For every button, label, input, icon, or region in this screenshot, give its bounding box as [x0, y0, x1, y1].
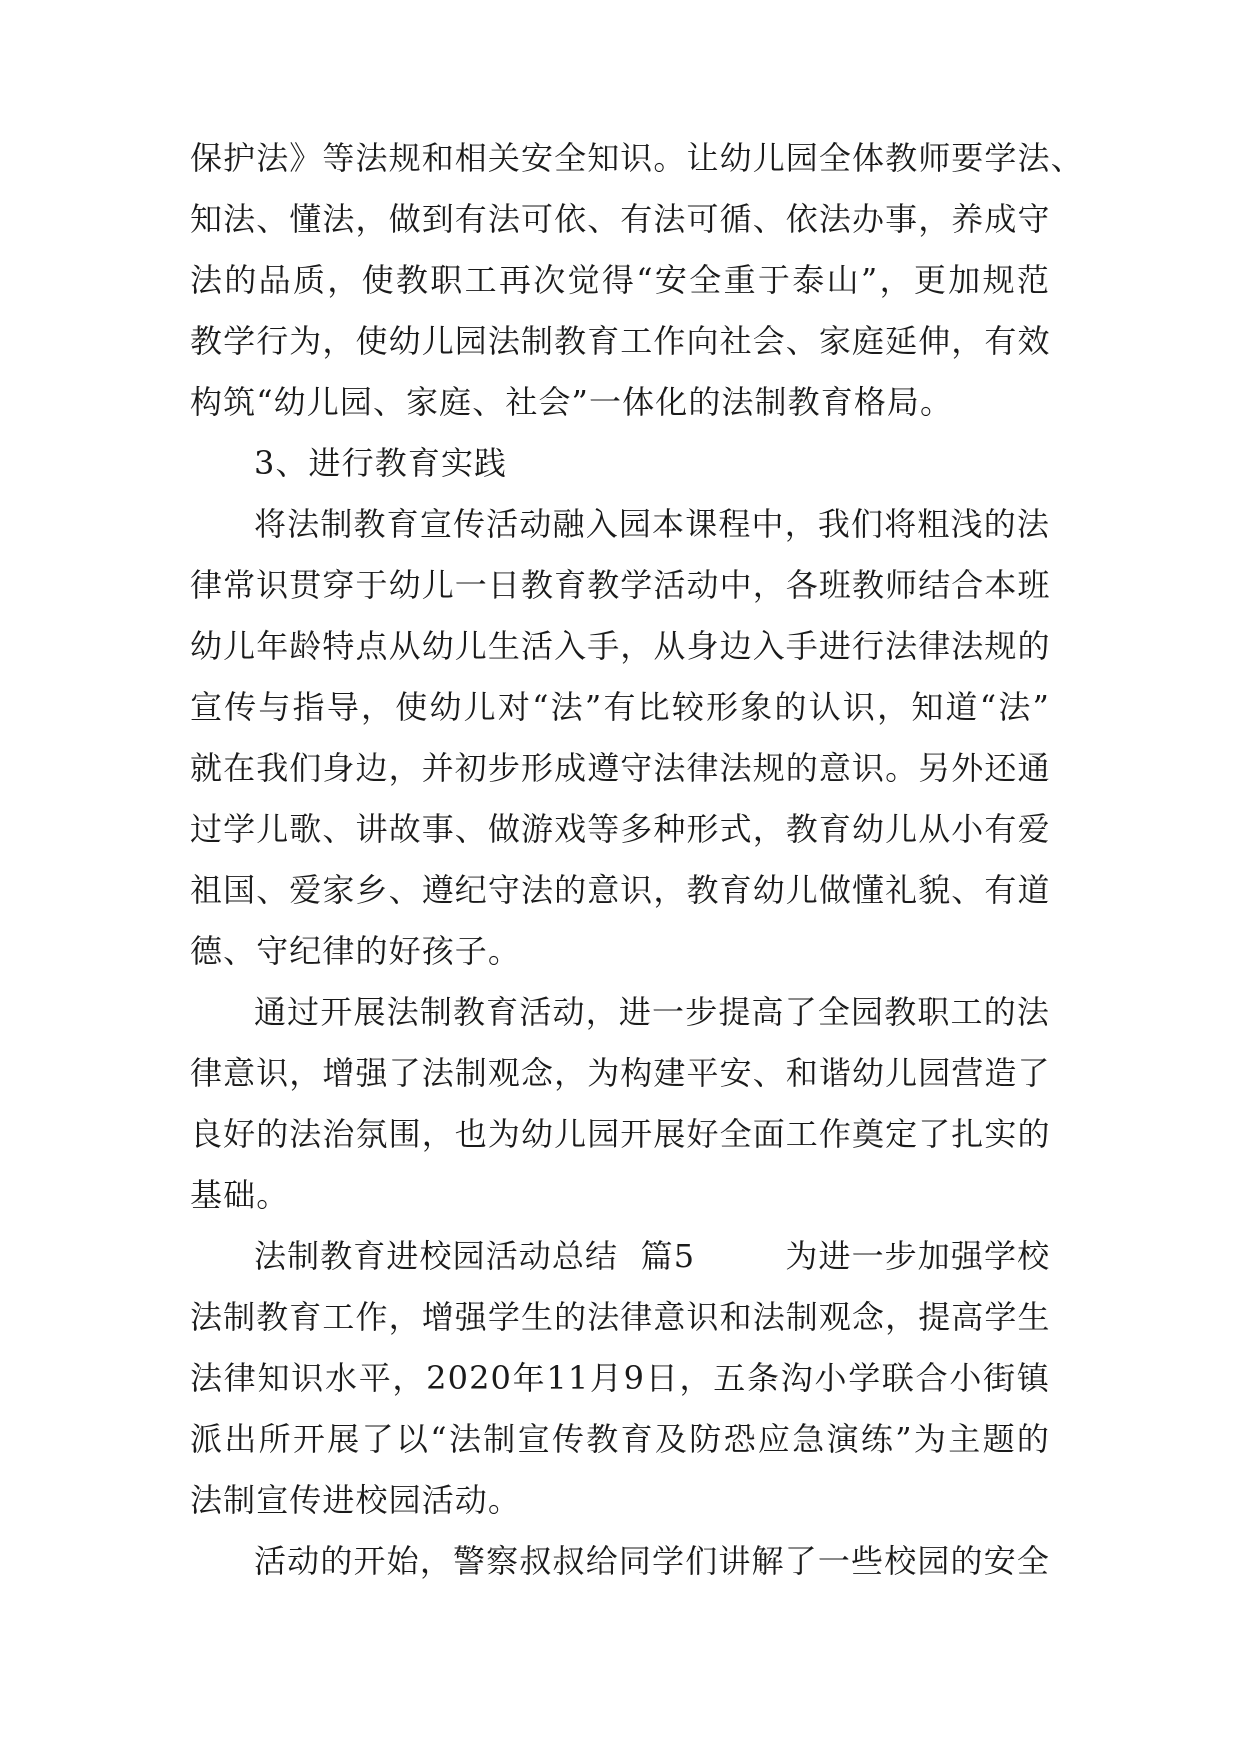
text-line: 宣传与指导，使幼儿对“法”有比较形象的认识，知道“法”: [190, 688, 1050, 726]
text-line: 幼儿年龄特点从幼儿生活入手，从身边入手进行法律法规的: [190, 627, 1051, 665]
text-line: 法制教育工作，增强学生的法律意识和法制观念，提高学生: [190, 1298, 1051, 1336]
text-line: 保护法》等法规和相关安全知识。让幼儿园全体教师要学法、: [190, 139, 1084, 177]
text-line: 法律知识水平，2020年11月9日，五条沟小学联合小街镇: [190, 1359, 1050, 1397]
text-line: 祖国、爱家乡、遵纪守法的意识，教育幼儿做懂礼貌、有道: [190, 871, 1051, 909]
text-line: 基础。: [190, 1176, 290, 1214]
text-line: 派出所开展了以“法制宣传教育及防恐应急演练”为主题的: [190, 1420, 1050, 1458]
text-line: 德、守纪律的好孩子。: [190, 932, 522, 970]
text-line: 活动的开始，警察叔叔给同学们讲解了一些校园的安全: [254, 1542, 1050, 1580]
section-heading: 3、进行教育实践: [254, 444, 508, 482]
text-line: 就在我们身边，并初步形成遵守法律法规的意识。另外还通: [190, 749, 1051, 787]
text-line: 将法制教育宣传活动融入园本课程中，我们将粗浅的法: [254, 505, 1050, 543]
article-title-line: 法制教育进校园活动总结 篇5 为进一步加强学校: [254, 1237, 1051, 1275]
text-line: 过学儿歌、讲故事、做游戏等多种形式，教育幼儿从小有爱: [190, 810, 1051, 848]
text-line: 法制宣传进校园活动。: [190, 1481, 522, 1519]
text-line: 法的品质，使教职工再次觉得“安全重于泰山”，更加规范: [190, 261, 1050, 299]
text-line: 良好的法治氛围，也为幼儿园开展好全面工作奠定了扎实的: [190, 1115, 1051, 1153]
text-line: 教学行为，使幼儿园法制教育工作向社会、家庭延伸，有效: [190, 322, 1051, 360]
text-line: 律常识贯穿于幼儿一日教育教学活动中，各班教师结合本班: [190, 566, 1051, 604]
text-line: 律意识，增强了法制观念，为构建平安、和谐幼儿园营造了: [190, 1054, 1051, 1092]
text-line: 知法、懂法，做到有法可依、有法可循、依法办事，养成守: [190, 200, 1051, 238]
text-line: 构筑“幼儿园、家庭、社会”一体化的法制教育格局。: [190, 383, 954, 421]
text-line: 通过开展法制教育活动，进一步提高了全园教职工的法: [254, 993, 1050, 1031]
